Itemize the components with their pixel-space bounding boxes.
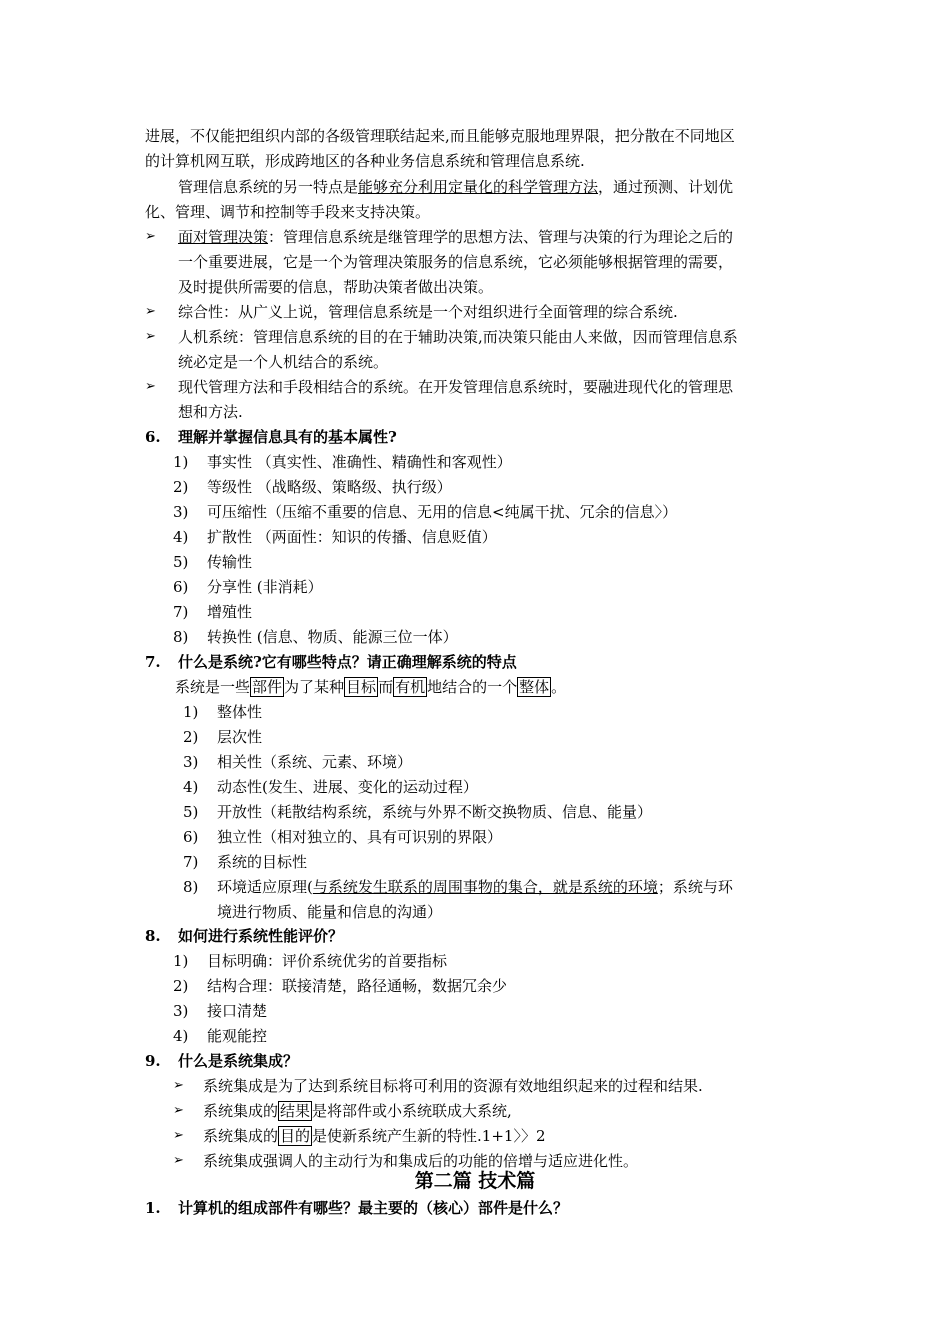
- boxed-keyword: 部件: [252, 678, 283, 696]
- bullet-text: ：管理信息系统是继管理学的思想方法、管理与决策的行为理论之后的: [268, 228, 734, 246]
- question-number: 8.: [145, 927, 161, 945]
- bullet-text: 系统集成的: [203, 1127, 279, 1145]
- list-item-number: 2): [173, 478, 189, 496]
- list-item: 开放性（耗散结构系统，系统与外界不断交换物质、信息、能量）: [217, 803, 653, 821]
- bullet-modern-methods: 现代管理方法和手段相结合的系统。在开发管理信息系统时，要融进现代化的管理思: [178, 378, 734, 396]
- definition-text: 系统是一些: [175, 678, 251, 696]
- list-item-number: 4): [173, 528, 189, 546]
- item-text: 环境适应原理(: [217, 878, 313, 896]
- list-item: 层次性: [217, 728, 263, 746]
- question-number: 6.: [145, 428, 161, 446]
- boxed-keyword: 结果: [280, 1102, 311, 1120]
- bullet-decision-line-2: 一个重要进展，它是一个为管理决策服务的信息系统，它必须能够根据管理的需要，: [178, 253, 734, 271]
- intro-text: 管理信息系统的另一特点是: [178, 178, 359, 196]
- list-item: 接口清楚: [207, 1002, 268, 1020]
- list-item: 系统的目标性: [217, 853, 308, 871]
- bullet-integration-emphasis: 系统集成强调人的主动行为和集成后的功能的倍增与适应进化性。: [203, 1152, 639, 1170]
- bullet-text: 是使新系统产生新的特性.1+1〉〉2: [312, 1127, 546, 1145]
- underlined-phrase: 能够充分利用定量化的科学管理方法: [358, 178, 599, 196]
- list-item: 传输性: [207, 553, 253, 571]
- question-title: 理解并掌握信息具有的基本属性?: [178, 428, 397, 446]
- intro-line-1: 进展，不仅能把组织内部的各级管理联结起来,而且能够克服地理界限，把分散在不同地区: [145, 127, 735, 145]
- underlined-phrase: 与系统发生联系的周围事物的集合，就是系统的环境: [312, 878, 658, 896]
- list-item-number: 2): [183, 728, 199, 746]
- list-item-number: 8): [183, 878, 199, 896]
- boxed-keyword: 有机: [395, 678, 426, 696]
- list-item-number: 8): [173, 628, 189, 646]
- bullet-modern-methods-line-2: 想和方法.: [178, 403, 243, 421]
- bullet-integration-definition: 系统集成是为了达到系统目标将可利用的资源有效地组织起来的过程和结果.: [203, 1077, 703, 1095]
- boxed-keyword: 目标: [346, 678, 377, 696]
- underlined-phrase: 面对管理决策: [178, 228, 269, 246]
- arrowhead-bullet-icon: ➢: [173, 1078, 184, 1093]
- list-item-number: 4): [173, 1027, 189, 1045]
- arrowhead-bullet-icon: ➢: [173, 1128, 184, 1143]
- list-item-number: 5): [173, 553, 189, 571]
- intro-text: ，通过预测、计划优: [598, 178, 734, 196]
- arrowhead-bullet-icon: ➢: [145, 379, 156, 394]
- list-item-number: 3): [183, 753, 199, 771]
- list-item-number: 7): [183, 853, 199, 871]
- bullet-decision-line-3: 及时提供所需要的信息，帮助决策者做出决策。: [178, 278, 494, 296]
- arrowhead-bullet-icon: ➢: [145, 304, 156, 319]
- list-item: 目标明确：评价系统优劣的首要指标: [207, 952, 448, 970]
- intro-line-4: 化、管理、调节和控制等手段来支持决策。: [145, 203, 431, 221]
- list-item: 增殖性: [207, 603, 253, 621]
- list-item-number: 3): [173, 503, 189, 521]
- definition-text: 地结合的一个: [427, 678, 518, 696]
- list-item-number: 5): [183, 803, 199, 821]
- question-title: 如何进行系统性能评价？: [178, 927, 344, 945]
- list-item-number: 7): [173, 603, 189, 621]
- list-item: 可压缩性（压缩不重要的信息、无用的信息<纯属干扰、冗余的信息〉）: [207, 503, 678, 521]
- bullet-text: 是将部件或小系统联成大系统,: [312, 1102, 512, 1120]
- bullet-human-machine-line-2: 统必定是一个人机结合的系统。: [178, 353, 389, 371]
- list-item: 扩散性 （两面性：知识的传播、信息贬值）: [207, 528, 497, 546]
- question-title: 什么是系统集成？: [178, 1052, 299, 1070]
- bullet-integration-purpose: [203, 1126, 546, 1146]
- definition-text: 。: [551, 678, 567, 696]
- list-item-number: 6): [173, 578, 189, 596]
- question-number: 7.: [145, 653, 161, 671]
- question-number: 1.: [145, 1199, 161, 1217]
- boxed-keyword: 整体: [519, 678, 550, 696]
- list-item: 整体性: [217, 703, 263, 721]
- bullet-decision: [178, 227, 733, 247]
- arrowhead-bullet-icon: ➢: [145, 229, 156, 244]
- list-item-line-2: 境进行物质、能量和信息的沟通）: [217, 903, 443, 921]
- list-item-number: 2): [173, 977, 189, 995]
- bullet-human-machine: 人机系统：管理信息系统的目的在于辅助决策,而决策只能由人来做，因而管理信息系: [178, 328, 738, 346]
- list-item: 事实性 （真实性、准确性、精确性和客观性）: [207, 453, 512, 471]
- bullet-text: 系统集成的: [203, 1102, 279, 1120]
- definition-text: 而: [378, 678, 394, 696]
- list-item: 动态性(发生、进展、变化的运动过程）: [217, 778, 478, 796]
- boxed-keyword: 目的: [280, 1127, 311, 1145]
- list-item: 独立性（相对独立的、具有可识别的界限）: [217, 828, 503, 846]
- list-item-number: 4): [183, 778, 199, 796]
- list-item: 转换性 (信息、物质、能源三位一体）: [207, 628, 458, 646]
- list-item: [217, 877, 733, 897]
- definition-text: 为了某种: [284, 678, 345, 696]
- list-item-number: 1): [173, 453, 189, 471]
- list-item: 分享性 (非消耗）: [207, 578, 323, 596]
- intro-line-3: [178, 177, 733, 197]
- question-title: 什么是系统?它有哪些特点？请正确理解系统的特点: [178, 653, 517, 671]
- list-item-number: 1): [173, 952, 189, 970]
- question-number: 9.: [145, 1052, 161, 1070]
- list-item: 等级性 （战略级、策略级、执行级）: [207, 478, 452, 496]
- bullet-integration-result: [203, 1101, 512, 1121]
- section-heading: 第二篇 技术篇: [414, 1170, 536, 1192]
- system-definition: [175, 677, 566, 697]
- list-item-number: 1): [183, 703, 199, 721]
- intro-line-2: 的计算机网互联，形成跨地区的各种业务信息系统和管理信息系统.: [145, 152, 585, 170]
- arrowhead-bullet-icon: ➢: [145, 329, 156, 344]
- list-item-number: 6): [183, 828, 199, 846]
- question-title: 计算机的组成部件有哪些？最主要的（核心）部件是什么？: [178, 1199, 569, 1217]
- arrowhead-bullet-icon: ➢: [173, 1103, 184, 1118]
- list-item-number: 3): [173, 1002, 189, 1020]
- bullet-comprehensive: 综合性：从广义上说，管理信息系统是一个对组织进行全面管理的综合系统.: [178, 303, 678, 321]
- item-text: ；系统与环: [657, 878, 733, 896]
- arrowhead-bullet-icon: ➢: [173, 1153, 184, 1168]
- list-item: 能观能控: [207, 1027, 268, 1045]
- list-item: 相关性（系统、元素、环境）: [217, 753, 413, 771]
- list-item: 结构合理：联接清楚，路径通畅，数据冗余少: [207, 977, 508, 995]
